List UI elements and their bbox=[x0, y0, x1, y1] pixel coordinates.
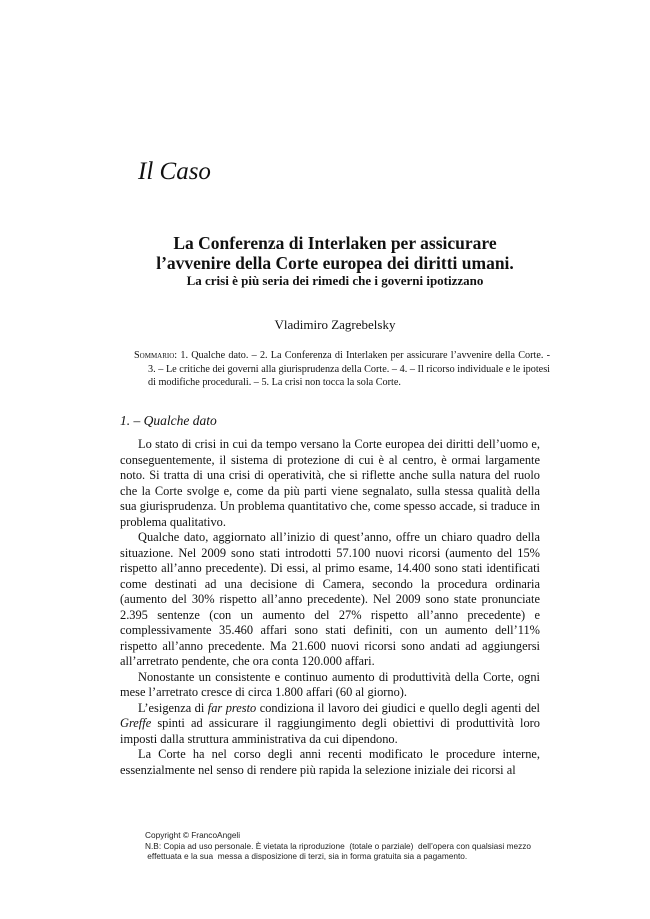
section-label: Il Caso bbox=[138, 158, 211, 185]
copyright-footer bbox=[145, 830, 531, 862]
notice-line-2: effettuata e la sua messa a disposizione di terzi, sia in forma gratuita sia a pagamento. bbox=[145, 851, 468, 861]
article-body bbox=[120, 437, 540, 778]
emphasis-far-presto: far presto bbox=[207, 700, 257, 715]
notice-line-1: N.B: Copia ad uso personale. È vietata la riproduzione (totale o parziale) dell’opera con qualsiasi mezzo bbox=[145, 840, 532, 851]
article-title-line-1: La Conferenza di Interlaken per assicurare bbox=[173, 233, 497, 253]
copyright-line: Copyright © FrancoAngeli bbox=[145, 830, 241, 840]
section-heading: 1. – Qualche dato bbox=[120, 413, 217, 428]
paragraph-3: Nonostante un consistente e continuo aumento di produttività della Corte, ogni mese l’arretrato cresce di circa 1.800 affari (60 al giorno). bbox=[120, 669, 540, 699]
article-title-line-2: l’avvenire della Corte europea dei diritti umani. bbox=[156, 253, 514, 273]
emphasis-greffe: Greffe bbox=[120, 716, 152, 730]
summary-text: 1. Qualche dato. – 2. La Conferenza di Interlaken per assicurare l’avvenire della Corte. - 3. – Le critiche dei governi alla giurisprudenza della Corte. – 4. – Il ricorso individuale e le ipotesi di modifiche procedurali. – 5. La crisi non tocca la sola Corte. bbox=[148, 350, 550, 388]
summary-label: Sommario: bbox=[134, 350, 178, 361]
author-name: Vladimiro Zagrebelsky bbox=[274, 317, 396, 332]
paragraph-5: La Corte ha nel corso degli anni recenti modificato le procedure interne, essenzialmente nel senso di rendere più rapida la selezione iniziale dei ricorsi al bbox=[120, 747, 540, 777]
paragraph-2: Qualche dato, aggiornato all’inizio di quest’anno, offre un chiaro quadro della situazione. Nel 2009 sono stati introdotti 57.100 nuovi ricorsi (aumento del 15% rispetto all’anno precedente). Di essi, al primo esame, 14.400 sono stati identificati come destinati ad una decisione di Camera, secondo la procedura ordinaria (aumento del 30% rispetto all’anno precedente). Nel 2009 sono state pronunciate 2.395 sentenze (con un aumento del 27% rispetto all’anno precedente) e complessivamente 35.460 affari sono stati definiti, con un aumento dell’11% rispetto all’anno precedente. Ma 21.600 nuovi ricorsi sono andati ad aggiungersi all’arretrato pendente, che ora conta 120.000 affari. bbox=[120, 530, 540, 668]
paragraph-4: L’esigenza di far presto condiziona il lavoro dei giudici e quello degli agenti del Greffe spinti ad assicurare il raggiungimento degli obiettivi di produttività loro imposti dalla struttura amministrativa da cui dipendono. bbox=[120, 700, 540, 746]
summary-block bbox=[134, 349, 550, 390]
article-subtitle: La crisi è più seria dei rimedi che i governi ipotizzano bbox=[186, 273, 484, 288]
paragraph-1: Lo stato di crisi in cui da tempo versano la Corte europea dei diritti dell’uomo e, conseguentemente, il sistema di protezione di cui è al centro, è ormai largamente noto. Si tratta di una crisi di operatività, che si riflette anche sulla natura del ruolo che la Corte svolge e, come da più parti viene segnalato, sulla stessa qualità della sua giurisprudenza. Un problema quantitativo che, come spesso accade, si traduce in problema qualitativo. bbox=[120, 437, 540, 529]
